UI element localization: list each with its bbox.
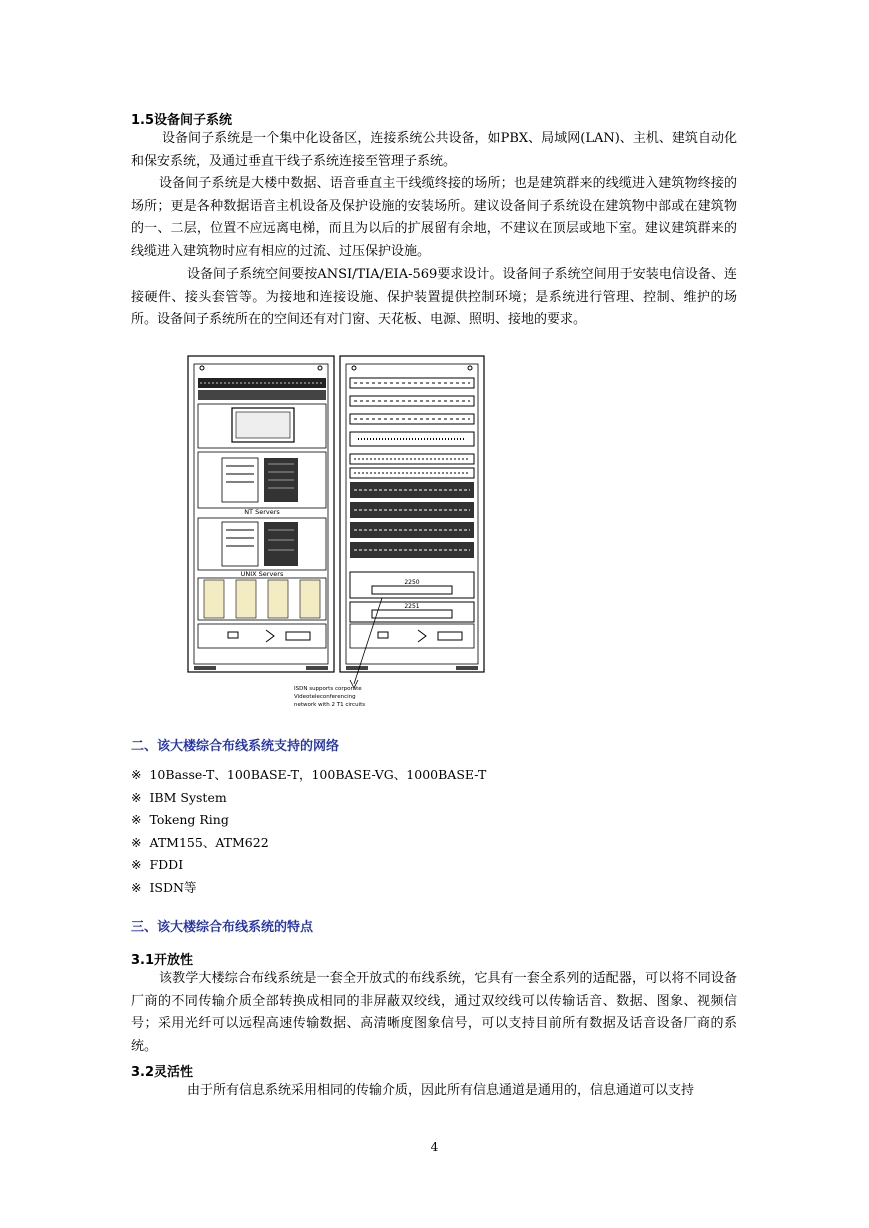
list-item: ※ IBM System [131, 789, 227, 805]
unit-a-label: 2250 [404, 579, 420, 586]
paragraph-3-2: 由于所有信息系统采用相同的传输介质，因此所有信息通道是通用的，信息通道可以支持 [187, 1083, 695, 1098]
paragraph-1: 设备间子系统是一个集中化设备区，连接系统公共设备，如PBX、局域网(LAN)、主机、建筑自动化和保安系统，及通过垂直干线子系统连接至管理子系统。 [131, 131, 737, 169]
section-title-1-5: 1.5设备间子系统 [131, 113, 233, 128]
list-item: ※ ATM155、ATM622 [131, 834, 269, 850]
list-item: ※ 10Basse-T、100BASE-T，100BASE-VG、1000BASE-T [131, 767, 487, 782]
section-title-2: 二、该大楼综合布线系统支持的网络 [131, 739, 340, 754]
paragraph-2: 设备间子系统是大楼中数据、语音垂直主干线缆终接的场所；也是建筑群来的线缆进入建筑物终接的场所；更是各种数据语音主机设备及保护设施的安装场所。建议设备间子系统设在建筑物中部或在建筑物的一、二层，位置不应远离电梯，而且为以后的扩展留有余地，不建议在顶层或地下室。建议建筑群来的线缆进入建筑物时应有相应的过流、过压保护设施。 [131, 176, 737, 259]
left-rack [188, 356, 334, 672]
network-list [131, 764, 486, 900]
page-number: 4 [430, 1140, 439, 1154]
paragraph-3-1: 该教学大楼综合布线系统是一套全开放式的布线系统，它具有一套全系列的适配器，可以将不同设备厂商的不同传输介质全部转换成相同的非屏蔽双绞线，通过双绞线可以传输话音、数据、图象、视频信号；采用光纤可以远程高速传输数据、高清晰度图象信号，可以支持目前所有数据及话音设备厂商的系统。 [131, 971, 737, 1054]
figure-caption-line-2: Videoteleconferencing [294, 694, 356, 700]
section-title-3-1: 3.1开放性 [131, 953, 194, 968]
unit-b-label: 2251 [404, 603, 420, 610]
list-item: ※ FDDI [131, 857, 184, 873]
paragraph-3: 设备间子系统空间要按ANSI/TIA/EIA-569要求设计。设备间子系统空间用于安装电信设备、连接硬件、接头套管等。为接地和连接设施、保护装置提供控制环境；是系统进行管理、控制、维护的场所。设备间子系统所在的空间还有对门窗、天花板、电源、照明、接地的要求。 [131, 267, 737, 328]
list-item: ※ Tokeng Ring [131, 812, 229, 828]
section-title-3: 三、该大楼综合布线系统的特点 [131, 920, 314, 935]
section-title-3-2: 3.2灵活性 [131, 1065, 194, 1080]
right-rack [340, 356, 484, 672]
unix-servers-label: UNIX Servers [240, 570, 284, 578]
list-item: ※ ISDN等 [131, 879, 197, 895]
equipment-rack-figure [186, 354, 486, 714]
figure-caption-line-1: ISDN supports corporate [294, 686, 362, 692]
nt-servers-label: NT Servers [244, 508, 280, 516]
figure-caption-line-3: network with 2 T1 circuits [294, 702, 366, 708]
